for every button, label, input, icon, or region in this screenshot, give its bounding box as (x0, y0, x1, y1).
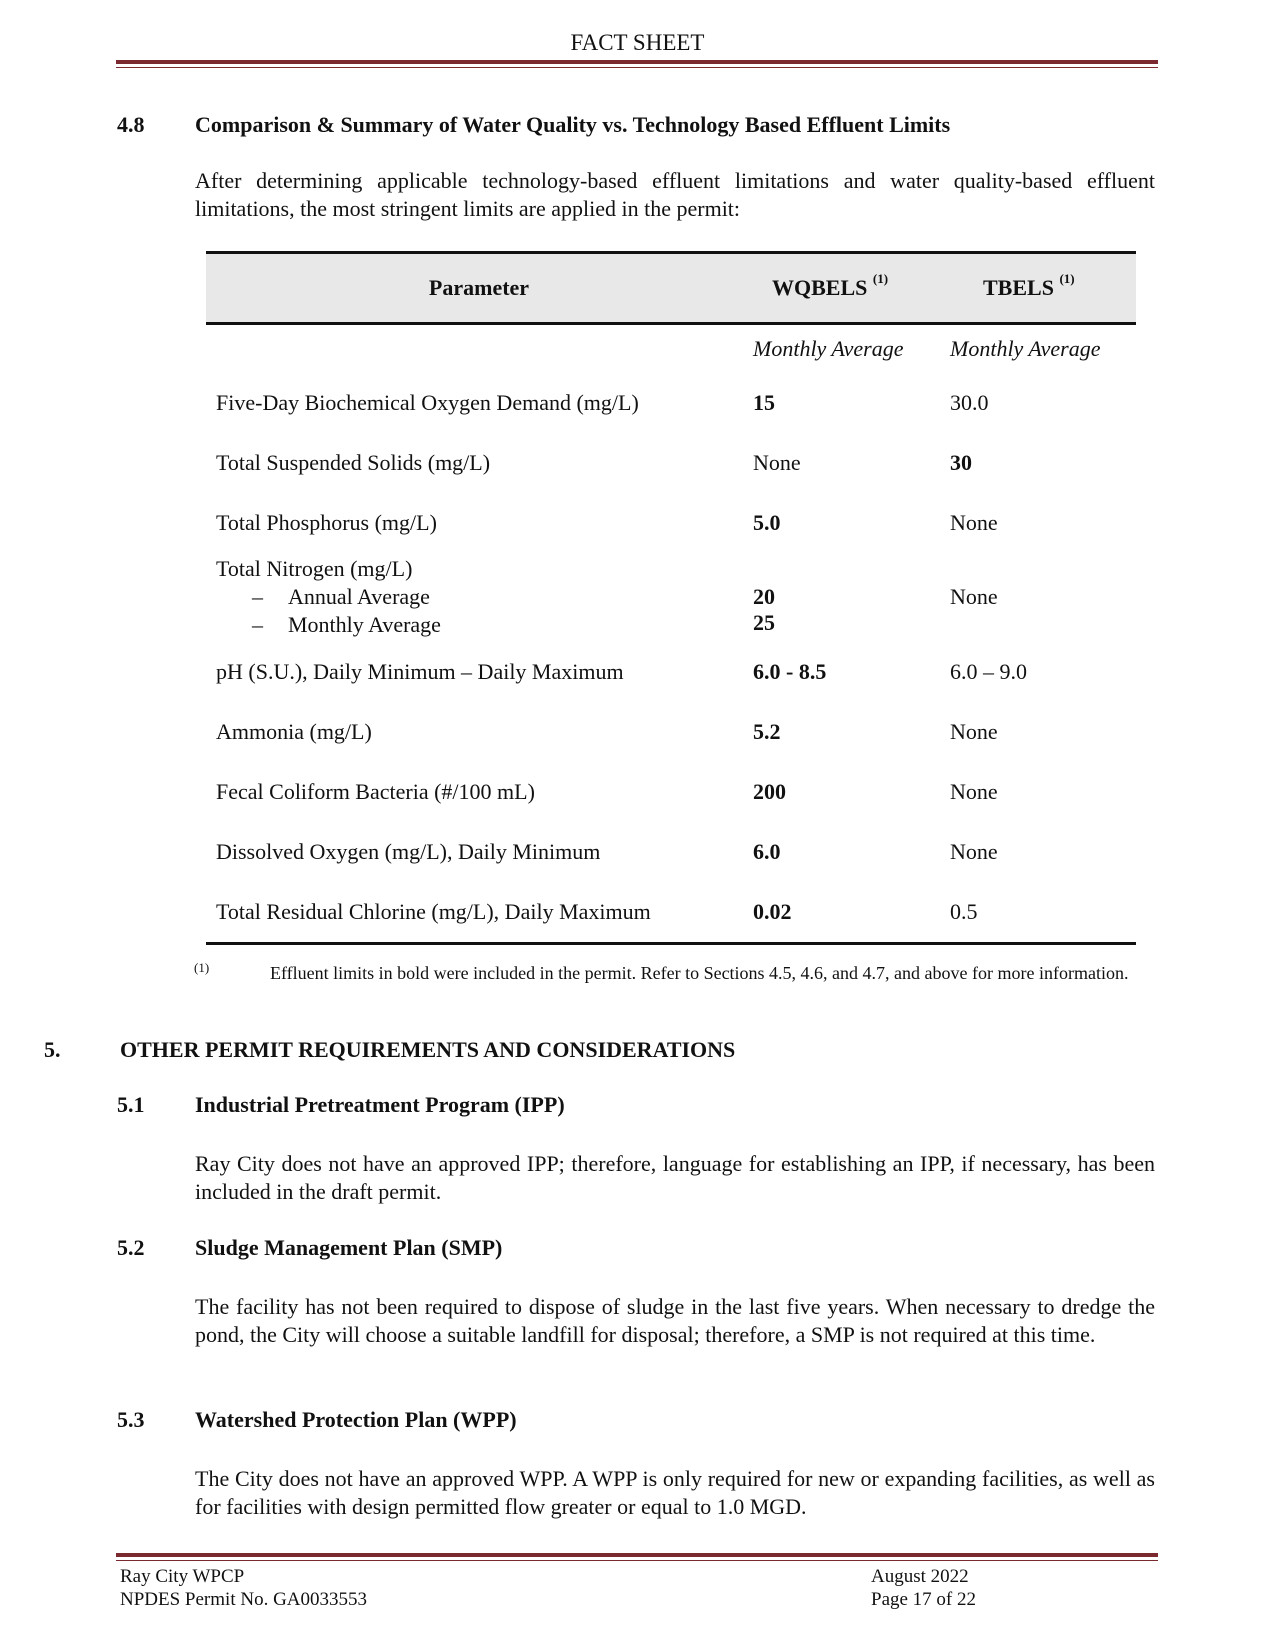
row-wqbels: 5.0 (753, 510, 781, 535)
footer-left (120, 1565, 367, 1611)
table-row (206, 642, 1136, 702)
nitrogen-parameter-cell (206, 553, 752, 642)
row-tbels: 30.0 (950, 390, 989, 415)
table-row-nitrogen (206, 553, 1136, 642)
footer-permit: NPDES Permit No. GA0033553 (120, 1589, 368, 1610)
nitrogen-annual-label-line (216, 583, 751, 611)
nitrogen-wqbels-cell (752, 553, 949, 642)
nitrogen-parameter: Total Nitrogen (mg/L) (216, 556, 413, 581)
table-row (206, 433, 1136, 493)
section-title-4-8: Comparison & Summary of Water Quality vs. Technology Based Effluent Limits (195, 112, 951, 137)
row-parameter: Fecal Coliform Bacteria (#/100 mL) (216, 779, 535, 804)
row-tbels: None (950, 839, 998, 864)
section-number-5-1: 5.1 (117, 1092, 145, 1117)
footer-date: August 2022 (871, 1566, 969, 1587)
row-tbels: 0.5 (950, 899, 978, 924)
header-rule-thin (116, 67, 1158, 68)
row-tbels: 30 (950, 450, 972, 475)
header-title: FACT SHEET (570, 30, 705, 55)
footer-rule-thick (116, 1553, 1158, 1557)
table-header-row (206, 253, 1136, 324)
section-4-8-intro: After determining applicable technology-based effluent limitations and water quality-based effluent limitations, the most stringent limits are applied in the permit: (195, 168, 1155, 221)
row-parameter: Ammonia (mg/L) (216, 719, 372, 744)
section-5-3-text: The City does not have an approved WPP. A WPP is only required for new or expanding facilities, as well as for facilities with design permitted flow greater or equal to 1.0 MGD. (195, 1466, 1155, 1519)
row-wqbels: None (753, 450, 801, 475)
section-number-5-3: 5.3 (117, 1407, 145, 1432)
section-number-5: 5. (44, 1037, 61, 1062)
effluent-limits-table (206, 251, 1136, 945)
row-parameter: Dissolved Oxygen (mg/L), Daily Minimum (216, 839, 601, 864)
table-row (206, 762, 1136, 822)
row-parameter: Total Residual Chlorine (mg/L), Daily Maximum (216, 899, 651, 924)
footnote-marker: (1) (872, 271, 889, 286)
dash: – (252, 584, 263, 609)
section-5-2-text: The facility has not been required to dispose of sludge in the last five years. When necessary to dredge the pond, the City will choose a suitable landfill for disposal; therefore, a SMP is not required at this time. (195, 1294, 1155, 1347)
row-tbels: None (950, 779, 998, 804)
header-tbels: TBELS $^{(1)}$ (949, 253, 1136, 324)
row-parameter: pH (S.U.), Daily Minimum – Daily Maximum (216, 659, 624, 684)
nitrogen-monthly-wqbels: 25 (753, 610, 775, 635)
row-tbels: None (950, 719, 998, 744)
footer-facility: Ray City WPCP (120, 1566, 245, 1587)
row-tbels: None (950, 510, 998, 535)
row-wqbels: 0.02 (753, 899, 792, 924)
table-subheader-row (206, 324, 1136, 374)
section-title-5-3: Watershed Protection Plan (WPP) (195, 1407, 517, 1432)
nitrogen-monthly-label: Monthly Average (288, 612, 441, 637)
nitrogen-monthly-label-line (216, 611, 751, 639)
section-number-5-2: 5.2 (117, 1235, 145, 1260)
section-5-1-text: Ray City does not have an approved IPP; therefore, language for establishing an IPP, if necessary, has been included in the draft permit. (195, 1151, 1155, 1204)
section-title-5-1: Industrial Pretreatment Program (IPP) (195, 1092, 565, 1117)
footnote-marker: (1) (194, 960, 210, 975)
table-row (206, 822, 1136, 882)
header-parameter: Parameter (206, 253, 752, 324)
effluent-limits-table-wrapper (206, 251, 1136, 945)
section-title-5-2: Sludge Management Plan (SMP) (195, 1235, 503, 1260)
table-row (206, 702, 1136, 762)
footer-rule-thin (116, 1560, 1158, 1561)
row-parameter: Total Phosphorus (mg/L) (216, 510, 437, 535)
footer-right (871, 1565, 976, 1611)
nitrogen-annual-label: Annual Average (288, 584, 430, 609)
section-number-4-8: 4.8 (117, 112, 145, 137)
section-title-5: OTHER PERMIT REQUIREMENTS AND CONSIDERATIONS (120, 1037, 736, 1062)
footnote-text: Effluent limits in bold were included in the permit. Refer to Sections 4.5, 4.6, and 4.7, and above for more information. (270, 963, 1129, 983)
subheader-wqbels: Monthly Average (753, 336, 904, 361)
header-rule-thick (116, 60, 1158, 64)
row-parameter: Total Suspended Solids (mg/L) (216, 450, 491, 475)
row-tbels: 6.0 – 9.0 (950, 659, 1027, 684)
nitrogen-annual-wqbels: 20 (753, 584, 775, 609)
dash: – (252, 612, 263, 637)
nitrogen-tbels: None (950, 584, 998, 609)
row-wqbels: 6.0 (753, 839, 781, 864)
row-wqbels: 15 (753, 390, 775, 415)
table-row (206, 882, 1136, 944)
row-wqbels: 5.2 (753, 719, 781, 744)
subheader-tbels: Monthly Average (950, 336, 1101, 361)
footer-page: Page 17 of 22 (871, 1589, 977, 1610)
footnote-marker: (1) (1059, 271, 1075, 286)
table-row (206, 493, 1136, 553)
header-wqbels: WQBELS $^{(1)}$ (752, 253, 949, 324)
row-wqbels: 6.0 - 8.5 (753, 659, 827, 684)
table-row (206, 373, 1136, 433)
row-parameter: Five-Day Biochemical Oxygen Demand (mg/L) (216, 390, 639, 415)
row-wqbels: 200 (753, 779, 786, 804)
